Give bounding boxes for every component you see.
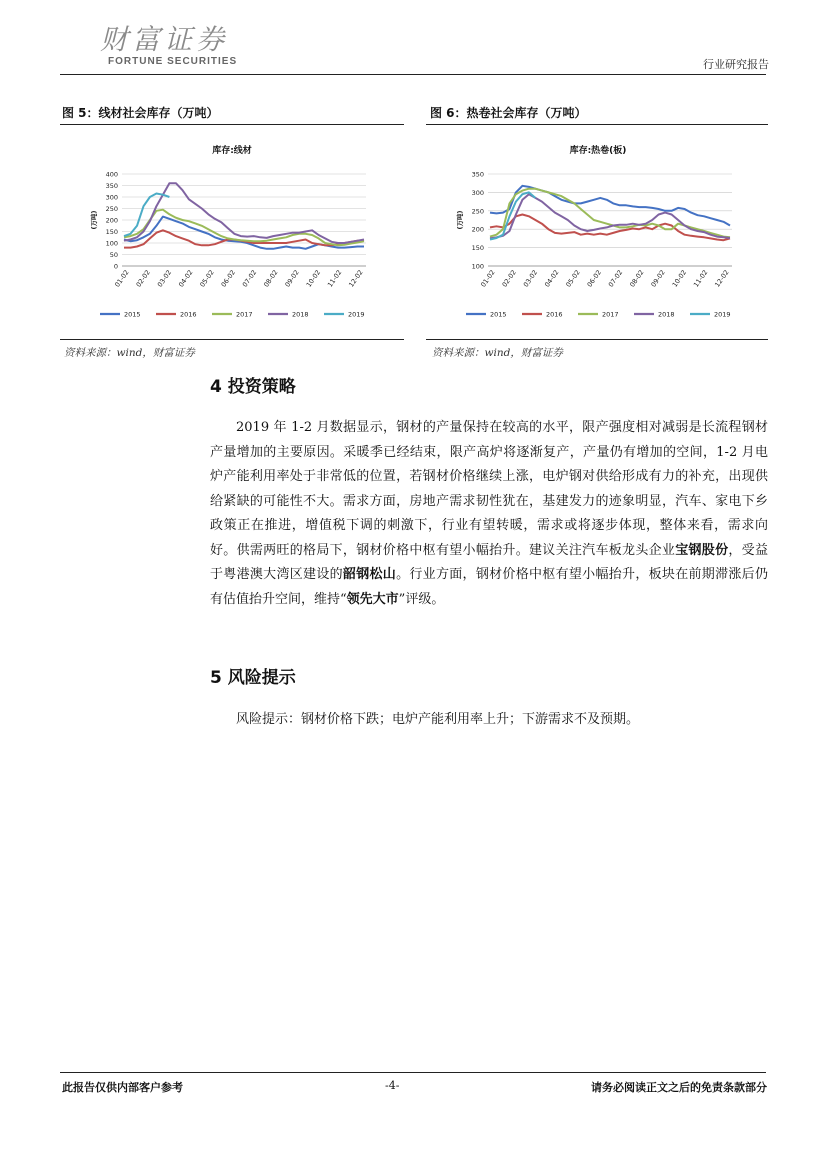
figure-5-chart	[60, 136, 404, 326]
x-tick-label: 04-02	[177, 268, 195, 289]
legend-label: 2015	[124, 310, 141, 319]
x-tick-label: 05-02	[564, 268, 582, 289]
footer-divider	[60, 1072, 766, 1073]
x-tick-label: 09-02	[283, 268, 301, 289]
x-tick-label: 07-02	[606, 268, 625, 289]
x-tick-label: 08-02	[628, 268, 646, 289]
x-tick-label: 12-02	[713, 268, 731, 289]
series-line-2015	[490, 186, 730, 226]
figure-5-underline	[60, 124, 404, 125]
company-logo-cn: 财富证券	[100, 23, 229, 56]
x-tick-label: 04-02	[543, 268, 561, 289]
x-tick-label: 11-02	[325, 268, 344, 289]
x-tick-label: 09-02	[649, 268, 667, 289]
x-tick-label: 07-02	[240, 268, 259, 289]
legend-label: 2017	[602, 310, 619, 319]
section-4-paragraph	[210, 416, 768, 612]
figure-6-source-divider	[426, 339, 768, 340]
section-5-paragraph	[210, 708, 768, 733]
y-tick-label: 0	[113, 262, 118, 271]
x-tick-label: 10-02	[304, 268, 323, 289]
x-tick-label: 12-02	[347, 268, 365, 289]
y-tick-label: 300	[471, 188, 484, 197]
y-tick-label: 400	[105, 170, 118, 179]
x-tick-label: 01-02	[113, 268, 131, 289]
page-number: -4-	[385, 1079, 400, 1092]
section-4-heading: 4 投资策略	[210, 377, 296, 397]
highlighted-term: 韶钢松山	[342, 567, 397, 582]
x-tick-label: 03-02	[521, 268, 540, 289]
figure-6-chart	[426, 136, 768, 326]
paragraph-text: 2019 年 1-2 月数据显示，钢材的产量保持在较高的水平，限产强度相对减弱是长流程钢材产量增加的主要原因。采暖季已经结束，限产高炉将逐渐复产，产量仍有增加的空间，1-2 月电炉产能利用率处于非常低的位置，若钢材价格继续上涨，电炉钢对供给形成有力的补充，出现供给紧缺的可能性不大。需求方面，房地产需求韧性犹在，基建发力的迹象明显，汽车、家电下乡政策正在推进，增值税下调的刺激下，行业有望转暖，需求或将逐步体现，整体来看，需求向好。供需两旺的格局下，钢材价格中枢有望小幅抬升。建议关注汽车板龙头企业	[210, 420, 768, 558]
footer-disclaimer-right: 请务必阅读正文之后的免责条款部分	[591, 1081, 767, 1094]
x-tick-label: 05-02	[198, 268, 216, 289]
x-tick-label: 02-02	[134, 268, 152, 289]
figure-6-source: 资料来源：wind，财富证券	[432, 347, 563, 359]
series-line-2018	[124, 183, 364, 243]
y-tick-label: 100	[471, 262, 484, 271]
paragraph-text: 。行业方面，钢材价格中枢有望小幅抬升，板块在前期滞涨后仍有估值抬升空间，维持“	[210, 567, 768, 607]
paragraph-text: 风险提示：钢材价格下跌；电炉产能利用率上升；下游需求不及预期。	[236, 712, 640, 727]
y-tick-label: 250	[471, 207, 484, 216]
paragraph-text: ，受益于粤港澳大湾区建设的	[210, 542, 768, 582]
legend-label: 2019	[714, 310, 731, 319]
x-tick-label: 06-02	[219, 268, 238, 289]
x-tick-label: 10-02	[670, 268, 689, 289]
section-5-heading: 5 风险提示	[210, 668, 296, 688]
y-tick-label: 250	[105, 205, 118, 213]
report-type: 行业研究报告	[703, 58, 769, 71]
x-tick-label: 03-02	[155, 268, 174, 289]
footer-disclaimer-left: 此报告仅供内部客户参考	[62, 1081, 183, 1094]
y-tick-label: 350	[471, 170, 484, 179]
figure-6-title: 图 6：热卷社会库存（万吨）	[430, 106, 587, 120]
legend-label: 2015	[490, 310, 507, 319]
figure-5-source-divider	[60, 339, 404, 340]
y-tick-label: 200	[105, 216, 118, 225]
x-tick-label: 06-02	[585, 268, 604, 289]
y-tick-label: 50	[109, 251, 118, 259]
legend-label: 2017	[236, 310, 253, 319]
x-tick-label: 01-02	[479, 268, 497, 289]
y-tick-label: 150	[471, 244, 484, 253]
x-tick-label: 08-02	[262, 268, 280, 289]
y-tick-label: 300	[105, 193, 118, 202]
header-divider	[60, 74, 766, 75]
y-axis-label: (万吨)	[456, 210, 464, 230]
legend-label: 2016	[180, 310, 197, 319]
x-tick-label: 02-02	[500, 268, 518, 289]
company-logo-en: FORTUNE SECURITIES	[108, 56, 238, 67]
y-tick-label: 150	[105, 228, 118, 236]
y-tick-label: 350	[105, 182, 118, 190]
figure-6-underline	[426, 124, 768, 125]
figure-5-title: 图 5：线材社会库存（万吨）	[62, 106, 219, 120]
legend-label: 2019	[348, 310, 365, 319]
figure-5-source: 资料来源：wind，财富证券	[64, 347, 195, 359]
legend-label: 2018	[292, 310, 309, 319]
legend-label: 2016	[546, 310, 563, 319]
legend-label: 2018	[658, 310, 675, 319]
y-tick-label: 200	[471, 225, 484, 234]
chart-title: 库存:线材	[212, 146, 252, 156]
paragraph-text: ”评级。	[398, 591, 445, 607]
highlighted-term: 领先大市	[346, 591, 399, 607]
highlighted-term: 宝钢股份	[675, 542, 729, 558]
chart-title: 库存:热卷(板)	[569, 146, 627, 156]
x-tick-label: 11-02	[691, 268, 710, 289]
y-axis-label: (万吨)	[90, 210, 98, 230]
y-tick-label: 100	[105, 239, 118, 248]
